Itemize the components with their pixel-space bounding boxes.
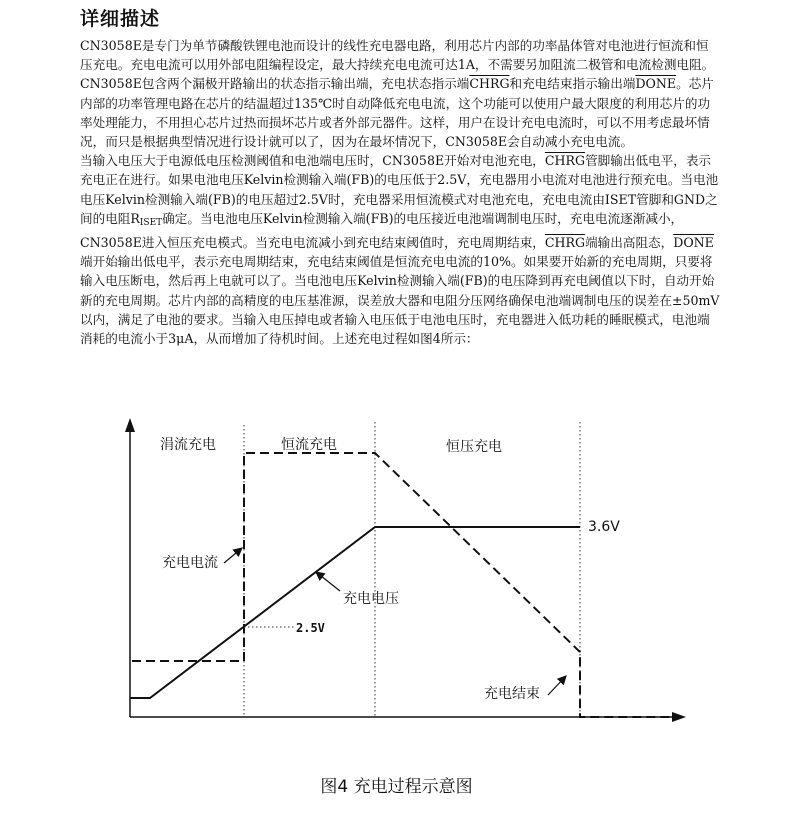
chrg-pin-label: CHRG	[544, 153, 586, 169]
p2-text-e: 端开始输出低电平，表示充电周期结束，充电结束阈值是恒流充电电流的10%。如果要开始新的充电周期，只要将输入电压断电，然后再上电就可以了。当电池电压Kelvin检测输入端(FB)的电压降到再充电阈值以下时，自动开始新的充电周期。芯片内部的高精度的电压基准源，误差放大器和电阻分压网络确保电池端调制电压的误差在±50mV以内，满足了电池的要求。当输入电压掉电或者输入电压低于电池电压时，充电器进入低功耗的睡眠模式，电池端消耗的电流小于3μA，从而增加了待机时间。上述充电过程如图4所示：	[80, 254, 720, 347]
p2-text-d: 端输出高阻态，	[585, 235, 674, 251]
current-callout-arrow	[224, 548, 242, 563]
p2-text-b: 管脚输出低电平，表示充电正在进行。如果电池电压Kelvin检测输入端(FB)的电压低于2.5V，充电器用小电流对电池进行预充电。当电池电压Kelvin检测输入端(FB)的电压超过2.5V时，充电器采用恒流模式对电池充电，充电电流由ISET管脚和GND之间的电阻R	[80, 153, 719, 226]
p1-text-a: CN3058E是专门为单节磷酸铁锂电池而设计的线性充电器电路，利用芯片内部的功率晶体管对电池进行恒流和恒压充电。充电电流可以用外部电阻编程设定，最大持续充电电流可达1A，不需要另加阻流二极管和电流检测电阻。CN3058E包含两个漏极开路输出的状态指示输出端，充电状态指示端	[80, 38, 715, 92]
p2-text-c: 确定。当电池电压Kelvin检测输入端(FB)的电压接近电池端调制电压时，充电电流逐渐减小，CN3058E进入恒压充电模式。当充电电流减小到充电结束阈值时，充电周期结束，	[80, 210, 684, 251]
section-title: 详细描述	[80, 8, 161, 30]
p1-text-b: 和充电结束指示输出端	[509, 76, 636, 92]
figure-caption: 图4 充电过程示意图	[320, 777, 473, 797]
done-pin-label: DONE	[673, 235, 714, 251]
p1-text-c: 。芯片内部的功率管理电路在芯片的结温超过135℃时自动降低充电电流，这个功能可以使用户最大限度的利用芯片的功率处理能力，不用担心芯片过热而损坏芯片或者外部元器件。这样，用户在设计充电电流时，可以不用考虑最坏情况，而只是根据典型情况进行设计就可以了，因为在最坏情况下，CN3058E会自动减小充电电流。	[80, 76, 714, 150]
end-label: 充电结束	[484, 686, 540, 702]
phase-label-cc: 恒流充电	[281, 437, 337, 453]
end-callout-arrow	[548, 676, 566, 695]
current-label: 充电电流	[162, 555, 218, 571]
full-voltage-label: 3.6V	[588, 519, 620, 535]
y-axis-arrow	[125, 418, 135, 432]
threshold-label: 2.5V	[296, 621, 325, 635]
chrg-pin-label: CHRG	[469, 76, 510, 92]
voltage-label: 充电电压	[343, 591, 399, 607]
charge-current-curve	[132, 453, 680, 717]
phase-label-cv: 恒压充电	[446, 439, 502, 455]
done-pin-label: DONE	[635, 76, 677, 92]
p2-text-a: 当输入电压大于电源低电压检测阈值和电池端电压时，CN3058E开始对电池充电，	[80, 153, 545, 169]
iset-subscript: ISET	[139, 217, 163, 228]
charge-voltage-curve	[130, 527, 580, 698]
chrg-pin-label: CHRG	[544, 235, 586, 251]
phase-label-trickle: 涓流充电	[160, 437, 216, 453]
voltage-callout-arrow	[316, 572, 340, 591]
